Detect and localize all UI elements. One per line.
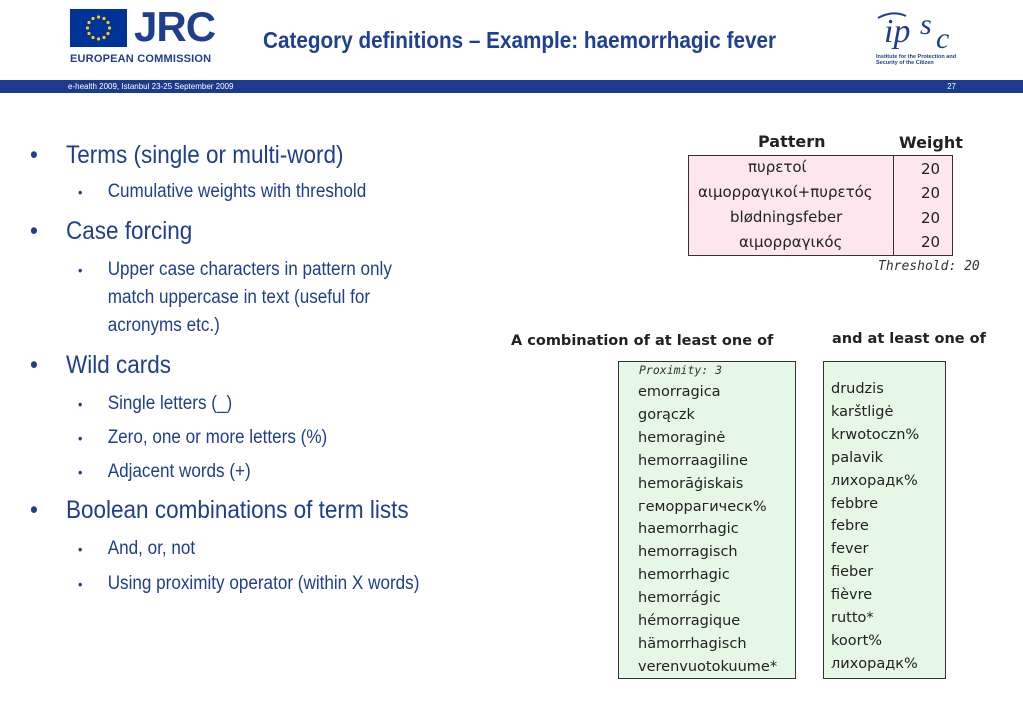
jrc-logo-text: JRC xyxy=(134,3,216,50)
left-term-item: hämorrhagisch xyxy=(638,635,747,652)
commission-label: EUROPEAN COMMISSION xyxy=(70,53,212,65)
left-term-item: hemorrhagic xyxy=(638,567,730,584)
weight-cell: 20 xyxy=(921,233,941,251)
threshold-label: Threshold: 20 xyxy=(878,259,980,274)
right-term-item: лихорадк% xyxy=(831,655,918,672)
svg-text:s: s xyxy=(920,8,932,41)
pattern-cell: blødningsfeber xyxy=(730,208,843,226)
left-heading: A combination of at least one of xyxy=(511,333,774,349)
right-term-item: palavik xyxy=(831,449,884,466)
right-heading: and at least one of xyxy=(832,331,986,347)
pattern-cell: πυρετοί xyxy=(748,158,807,176)
pattern-cell: αιμορραγικοί+πυρετός xyxy=(698,183,873,201)
left-term-item: haemorrhagic xyxy=(638,521,739,538)
right-term-item: rutto* xyxy=(831,610,874,626)
right-term-item: fever xyxy=(831,541,869,558)
right-term-item: karštligė xyxy=(831,403,894,420)
left-term-item: hemorraagiline xyxy=(638,452,748,469)
page-number: 27 xyxy=(947,82,956,91)
ipsc-logo xyxy=(872,6,962,52)
weight-header: Weight xyxy=(899,133,963,152)
left-term-item: hemorrágic xyxy=(638,590,721,607)
svg-text:c: c xyxy=(936,22,950,52)
right-term-item: febre xyxy=(831,518,869,535)
slide-title: Category definitions – Example: haemorrhagic fever xyxy=(263,27,777,53)
weight-cell: 20 xyxy=(921,160,941,178)
left-term-item: hemoraginė xyxy=(638,429,726,446)
table-divider xyxy=(893,155,894,256)
right-term-item: лихорадк% xyxy=(831,472,918,489)
left-term-item: hemorāģiskais xyxy=(638,475,744,492)
event-label: e-health 2009, Istanbul 23-25 September 2009 xyxy=(68,82,234,91)
left-term-item: hémorragique xyxy=(638,613,741,629)
pattern-cell: αιμορραγικός xyxy=(739,233,843,251)
proximity-label: Proximity: 3 xyxy=(639,363,723,377)
left-term-item: gorączk xyxy=(638,406,695,423)
left-term-item: verenvuotokuume* xyxy=(638,658,778,675)
weight-cell: 20 xyxy=(921,184,941,202)
right-term-item: drudzis xyxy=(831,381,884,397)
right-term-item: krwotoczn% xyxy=(831,426,920,443)
ipsc-caption: Institute for the Protection and Security of the Citizen xyxy=(876,54,957,66)
left-term-item: emorragica xyxy=(638,384,721,400)
left-term-item: hemorragisch xyxy=(638,544,738,561)
left-term-item: геморрагическ% xyxy=(638,498,767,515)
weight-cell: 20 xyxy=(921,209,941,227)
eu-flag-icon xyxy=(70,9,127,47)
right-term-item: fièvre xyxy=(831,587,873,604)
right-term-item: koort% xyxy=(831,632,883,649)
svg-text:ip: ip xyxy=(884,13,911,50)
pattern-header: Pattern xyxy=(758,132,826,151)
right-term-item: fieber xyxy=(831,564,874,581)
right-term-item: febbre xyxy=(831,495,878,512)
